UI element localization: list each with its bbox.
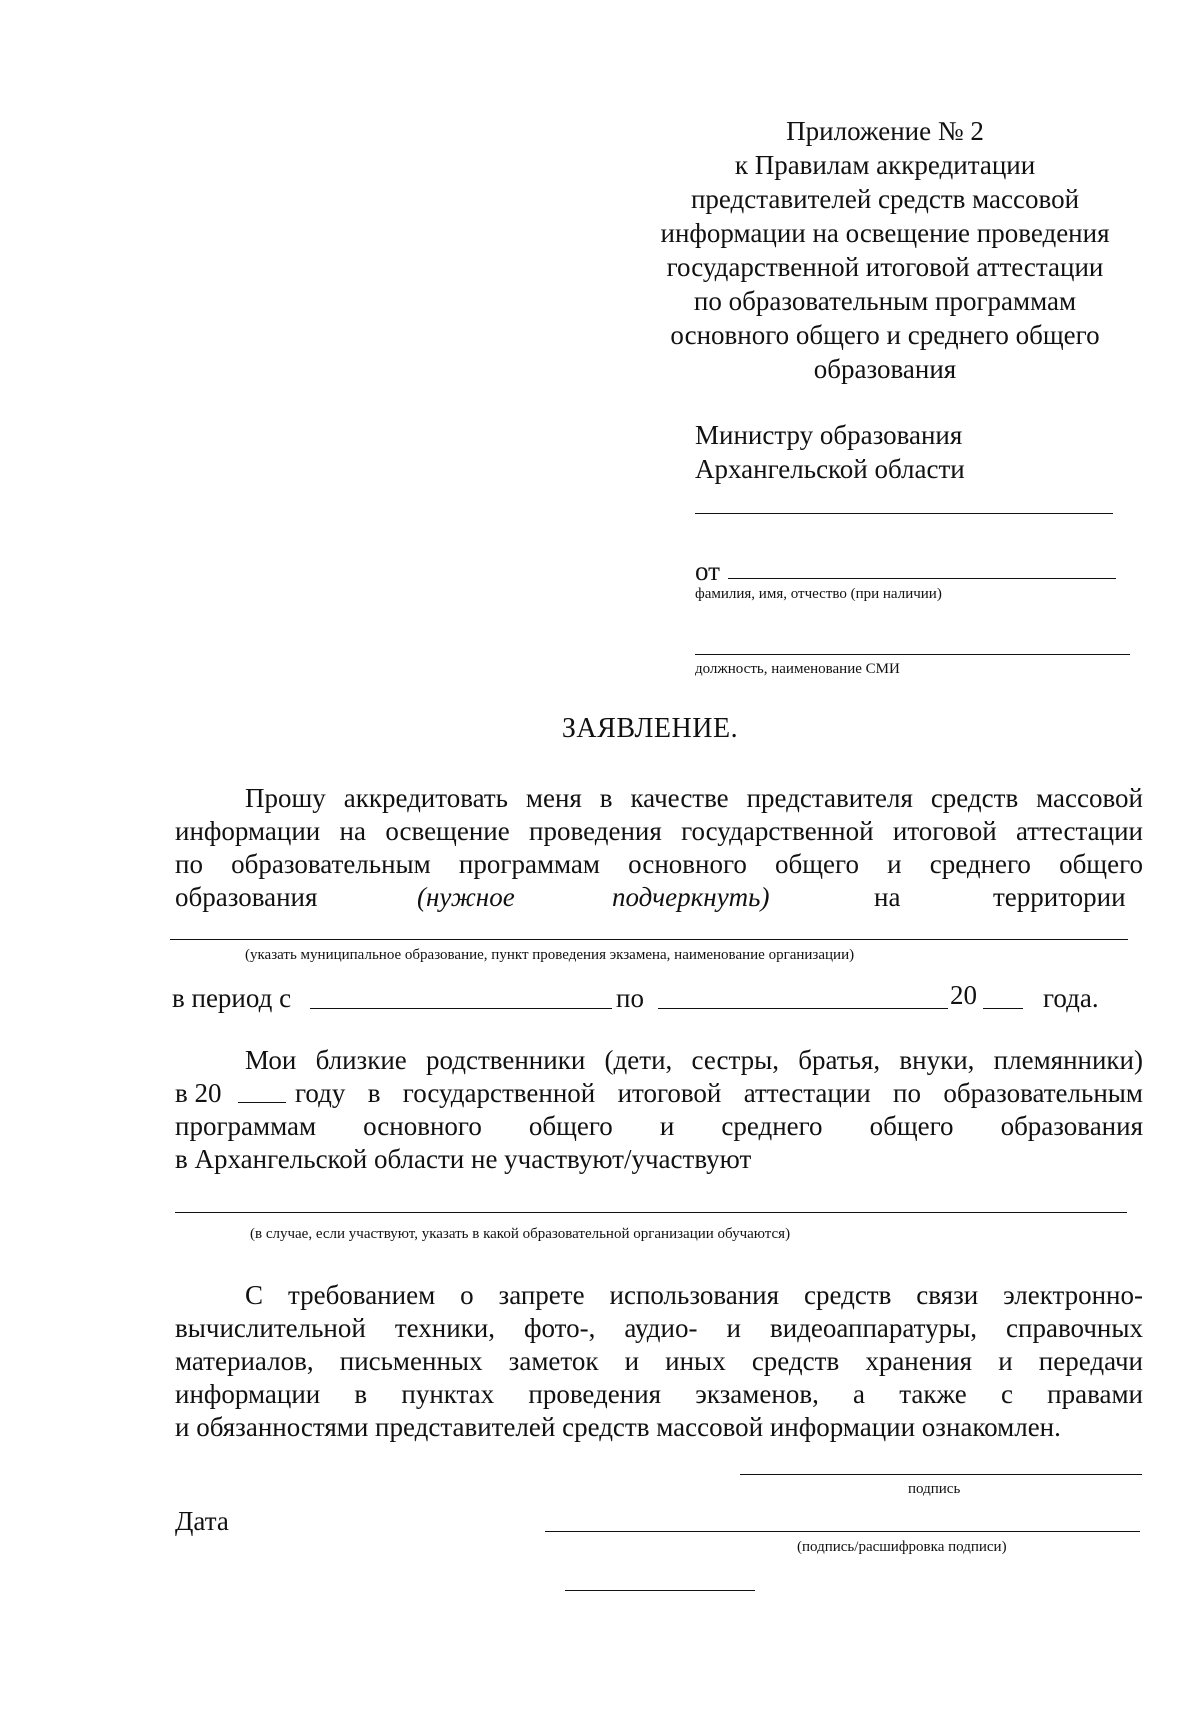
period-year-line[interactable] bbox=[983, 1008, 1023, 1009]
period-mid: по bbox=[616, 983, 644, 1013]
appendix-line-1: Приложение № 2 bbox=[786, 116, 984, 146]
request-line-2: информации на освещение проведения государственной итоговой аттестации bbox=[175, 816, 1143, 846]
request-word-3: подчеркнуть) bbox=[612, 882, 770, 912]
date-label: Дата bbox=[175, 1506, 229, 1536]
request-paragraph bbox=[175, 782, 1143, 881]
addressee-line-1: Министру образования bbox=[695, 420, 963, 450]
from-label: от bbox=[695, 556, 720, 586]
request-word-5: территории bbox=[993, 882, 1126, 912]
appendix-line-2: к Правилам аккредитации bbox=[734, 150, 1036, 180]
requirements-line-2: вычислительной техники, фото-, аудио- и видеоаппаратуры, справочных bbox=[175, 1313, 1143, 1343]
request-word-4: на bbox=[874, 882, 901, 912]
relatives-caption: (в случае, если участвуют, указать в какой образовательной организации обучаются) bbox=[250, 1226, 791, 1242]
from-name-line[interactable] bbox=[728, 578, 1116, 579]
requirements-line-3: материалов, письменных заметок и иных средств хранения и передачи bbox=[175, 1346, 1143, 1376]
appendix-line-5: государственной итоговой аттестации bbox=[666, 252, 1104, 282]
relatives-line-2a: в 20 bbox=[175, 1078, 222, 1108]
relatives-line-2b: году в государственной итоговой аттестации по образовательным bbox=[295, 1078, 1143, 1108]
request-line-3: по образовательным программам основного общего и среднего общего bbox=[175, 849, 1143, 879]
signature-decode-line[interactable] bbox=[545, 1531, 1140, 1532]
territory-caption: (указать муниципальное образование, пункт проведения экзамена, наименование организации) bbox=[245, 947, 855, 963]
signature-decode-caption: (подпись/расшифровка подписи) bbox=[797, 1539, 1007, 1555]
request-word-2: (нужное bbox=[417, 882, 515, 912]
appendix-line-3: представителей средств массовой bbox=[690, 184, 1080, 214]
requirements-line-1: С требованием о запрете использования средств связи электронно- bbox=[245, 1280, 1143, 1310]
territory-line[interactable] bbox=[170, 939, 1128, 940]
requirements-paragraph bbox=[175, 1279, 1143, 1444]
relatives-year-line[interactable] bbox=[238, 1102, 286, 1103]
relatives-org-line[interactable] bbox=[175, 1212, 1127, 1213]
request-word-1: образования bbox=[175, 882, 318, 912]
position-caption: должность, наименование СМИ bbox=[695, 661, 900, 677]
addressee-blank-line[interactable] bbox=[695, 513, 1113, 514]
requirements-line-4: информации в пунктах проведения экзаменов, а также с правами bbox=[175, 1379, 1143, 1409]
period-start-line[interactable] bbox=[310, 1008, 612, 1009]
appendix-line-4: информации на освещение проведения bbox=[660, 218, 1110, 248]
relatives-line-2b-wrap bbox=[295, 1077, 1143, 1110]
appendix-header bbox=[615, 114, 1155, 386]
signature-line[interactable] bbox=[740, 1474, 1142, 1475]
relatives-line-1: Мои близкие родственники (дети, сестры, братья, внуки, племянники) bbox=[245, 1045, 1143, 1075]
appendix-line-8: образования bbox=[813, 354, 957, 384]
requirements-line-5: и обязанностями представителей средств массовой информации ознакомлен. bbox=[175, 1412, 1061, 1442]
appendix-line-6: по образовательным программам bbox=[693, 286, 1077, 316]
request-line-1: Прошу аккредитовать меня в качестве представителя средств массовой bbox=[245, 783, 1143, 813]
period-end-line[interactable] bbox=[658, 1008, 948, 1009]
from-name-caption: фамилия, имя, отчество (при наличии) bbox=[695, 586, 942, 602]
appendix-line-7: основного общего и среднего общего bbox=[670, 320, 1100, 350]
signature-caption: подпись bbox=[908, 1481, 961, 1497]
date-line[interactable] bbox=[565, 1590, 755, 1591]
period-year-prefix: 20 bbox=[950, 980, 977, 1010]
relatives-line-3: программам основного общего и среднего общего образования bbox=[175, 1111, 1143, 1141]
position-line[interactable] bbox=[695, 654, 1130, 655]
addressee bbox=[695, 418, 965, 486]
addressee-line-2: Архангельской области bbox=[695, 454, 965, 484]
period-prefix: в период с bbox=[172, 983, 292, 1013]
relatives-paragraph-top bbox=[175, 1044, 1143, 1077]
relatives-paragraph-bottom bbox=[175, 1110, 1143, 1176]
document-title: ЗАЯВЛЕНИЕ. bbox=[561, 713, 739, 744]
relatives-line-4: в Архангельской области не участвуют/участвуют bbox=[175, 1144, 752, 1174]
period-suffix: года. bbox=[1043, 983, 1099, 1013]
